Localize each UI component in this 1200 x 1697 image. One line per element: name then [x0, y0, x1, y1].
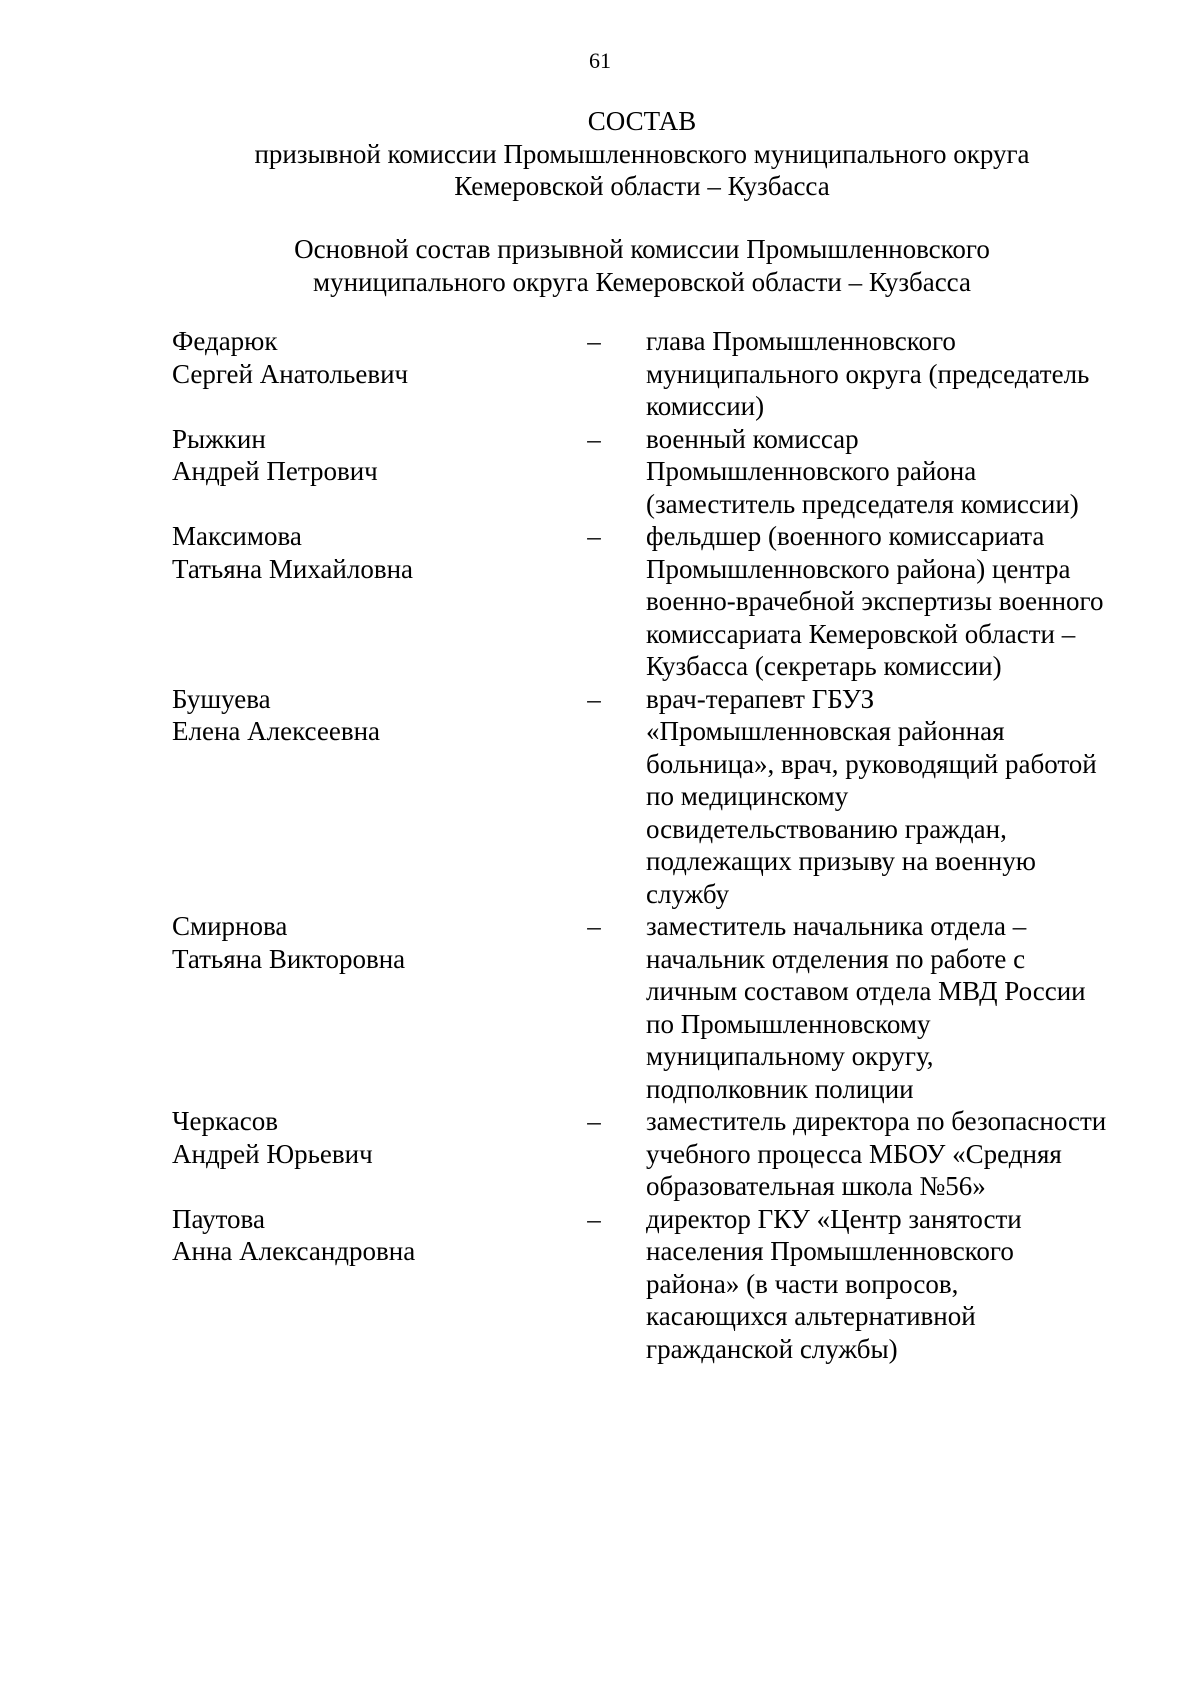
member-position-line: муниципальному округу, [646, 1041, 934, 1071]
section-heading [0, 233, 1200, 298]
member-position-line: заместитель директора по безопасности [646, 1106, 1107, 1136]
member-row [172, 520, 1102, 683]
member-row [172, 683, 1102, 911]
member-position [646, 423, 1132, 521]
member-position-line: муниципального округа (председатель [646, 358, 1090, 389]
member-position [646, 683, 1132, 911]
member-given-names: Татьяна Михайловна [172, 553, 414, 584]
member-position-line: касающихся альтернативной [646, 1301, 976, 1331]
member-position-line: службу [646, 878, 730, 909]
member-row [172, 910, 1102, 1105]
dash-separator: – [587, 1203, 601, 1234]
member-position-line: военно-врачебной экспертизы военного [646, 586, 1104, 616]
member-position [646, 520, 1132, 683]
member-name [172, 1105, 572, 1170]
member-position [646, 1105, 1132, 1203]
member-name [172, 1203, 572, 1268]
member-position [646, 325, 1132, 423]
member-position [646, 910, 1132, 1105]
member-position-line: образовательная школа №56» [646, 1171, 986, 1201]
member-position-line: фельдшер (военного комиссариата [646, 521, 1045, 551]
member-list [172, 325, 1107, 1365]
member-given-names: Анна Александровна [172, 1236, 416, 1266]
member-position-line: Промышленновского района) центра [646, 553, 1071, 584]
dash-separator: – [587, 911, 601, 941]
member-position-line: подлежащих призыву на военную [646, 846, 1036, 876]
member-surname: Смирнова [172, 911, 288, 941]
member-position-line: комиссариата Кемеровской области – [646, 618, 1076, 649]
member-name [172, 423, 572, 488]
member-surname: Рыжкин [172, 423, 266, 454]
member-name [172, 325, 572, 390]
member-position-line: учебного процесса МБОУ «Средняя [646, 1138, 1062, 1169]
member-row [172, 325, 1102, 423]
member-name [172, 910, 572, 975]
title-line-2: призывной комиссии Промышленновского муниципального округа [254, 138, 1030, 169]
member-position-line: Кузбасса (секретарь комиссии) [646, 651, 1002, 681]
member-row [172, 1105, 1107, 1203]
member-surname: Черкасов [172, 1106, 278, 1136]
member-position-line: глава Промышленновского [646, 326, 956, 356]
member-given-names: Сергей Анатольевич [172, 358, 409, 389]
member-position-line: по Промышленновскому [646, 1008, 931, 1039]
member-position-line: начальник отделения по работе с [646, 943, 1026, 974]
member-position-line: комиссии) [646, 391, 765, 421]
section-heading-line-1: Основной состав призывной комиссии Промышленновского [294, 234, 990, 264]
title-line-3: Кемеровской области – Кузбасса [454, 171, 830, 201]
member-given-names: Елена Алексеевна [172, 716, 380, 746]
member-position-line: освидетельствованию граждан, [646, 813, 1007, 844]
member-surname: Максимова [172, 521, 302, 551]
member-name [172, 683, 572, 748]
dash-separator: – [587, 423, 601, 454]
member-position-line: военный комиссар [646, 423, 859, 454]
member-position-line: по медицинскому [646, 781, 849, 811]
member-position-line: Промышленновского района [646, 456, 977, 486]
member-position-line: гражданской службы) [646, 1333, 898, 1364]
dash-separator: – [587, 683, 601, 714]
dash-separator: – [587, 521, 601, 551]
member-position-line: подполковник полиции [646, 1073, 914, 1104]
member-surname: Бушуева [172, 683, 271, 714]
member-given-names: Андрей Юрьевич [172, 1138, 373, 1169]
document-title [0, 105, 1200, 203]
member-name [172, 520, 572, 585]
member-position-line: района» (в части вопросов, [646, 1268, 959, 1299]
member-position-line: (заместитель председателя комиссии) [646, 488, 1079, 519]
member-given-names: Татьяна Викторовна [172, 943, 406, 974]
page-number: 61 [589, 48, 611, 73]
member-position [646, 1203, 1132, 1366]
member-row [172, 1203, 1102, 1366]
dash-separator: – [587, 1106, 601, 1136]
title-line-1: СОСТАВ [587, 106, 697, 136]
member-row [172, 423, 1102, 521]
member-position-line: населения Промышленновского [646, 1236, 1014, 1266]
member-position-line: директор ГКУ «Центр занятости [646, 1203, 1022, 1234]
member-surname: Паутова [172, 1203, 265, 1234]
member-position-line: больница», врач, руководящий работой [646, 748, 1097, 779]
member-position-line: заместитель начальника отдела – [646, 911, 1027, 941]
member-position-line: врач-терапевт ГБУЗ [646, 683, 875, 714]
member-position-line: личным составом отдела МВД России [646, 976, 1086, 1006]
member-surname: Федарюк [172, 326, 278, 356]
member-given-names: Андрей Петрович [172, 456, 378, 486]
member-position-line: «Промышленновская районная [646, 716, 1005, 746]
section-heading-line-2: муниципального округа Кемеровской области – Кузбасса [313, 266, 971, 297]
dash-separator: – [587, 326, 601, 356]
